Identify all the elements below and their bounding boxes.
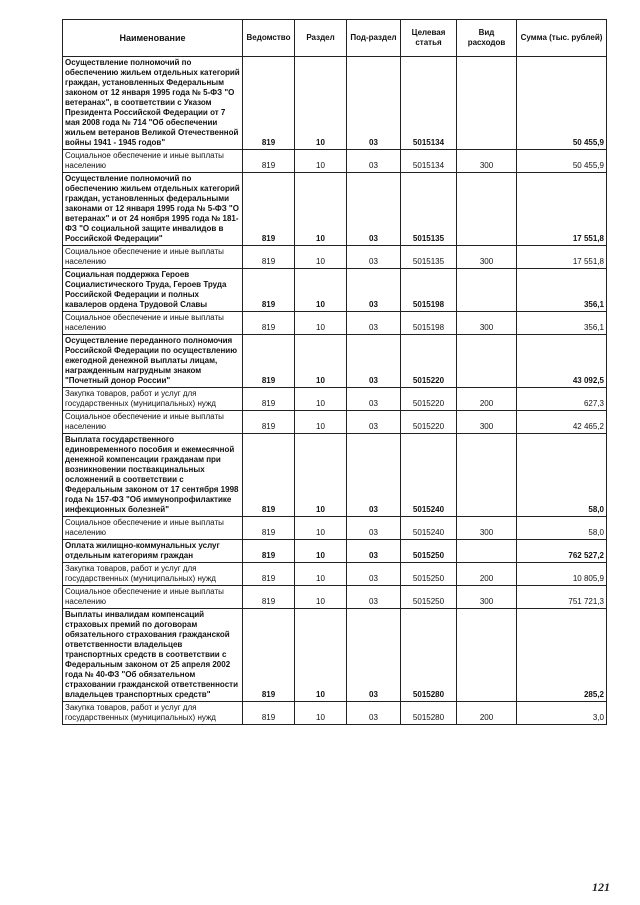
cell-subsection: 03 [347, 57, 401, 150]
cell-name: Выплаты инвалидам компенсаций страховых премий по договорам обязательного страхования гражданской ответственности владельцев транспортных средств в соответствии с Федеральным законом от 25 апреля 2002 года № 40-ФЗ "Об обязательном страховании гражданской ответственности владельцев транспортных средств" [63, 609, 243, 702]
cell-amount: 356,1 [517, 269, 607, 312]
cell-amount: 58,0 [517, 434, 607, 517]
cell-expense-type: 300 [457, 150, 517, 173]
cell-section: 10 [295, 388, 347, 411]
cell-amount: 285,2 [517, 609, 607, 702]
table-row [63, 517, 607, 540]
cell-expense-type [457, 540, 517, 563]
cell-expense-type: 200 [457, 388, 517, 411]
cell-name: Закупка товаров, работ и услуг для государственных (муниципальных) нужд [63, 702, 243, 725]
cell-department: 819 [243, 540, 295, 563]
cell-subsection: 03 [347, 388, 401, 411]
cell-target: 5015280 [401, 702, 457, 725]
cell-subsection: 03 [347, 434, 401, 517]
budget-table [62, 19, 607, 725]
cell-department: 819 [243, 388, 295, 411]
cell-section: 10 [295, 173, 347, 246]
cell-subsection: 03 [347, 269, 401, 312]
table-row [63, 173, 607, 246]
cell-target: 5015135 [401, 246, 457, 269]
cell-expense-type: 300 [457, 312, 517, 335]
table-row [63, 335, 607, 388]
table-row [63, 269, 607, 312]
cell-department: 819 [243, 609, 295, 702]
cell-target: 5015220 [401, 335, 457, 388]
cell-section: 10 [295, 246, 347, 269]
cell-department: 819 [243, 246, 295, 269]
cell-target: 5015198 [401, 312, 457, 335]
table-row [63, 434, 607, 517]
cell-section: 10 [295, 335, 347, 388]
cell-department: 819 [243, 150, 295, 173]
cell-name: Осуществление полномочий по обеспечению жильем отдельных категорий граждан, установленных Федеральным законом от 12 января 1995 года № 5-ФЗ "О ветеранах", в соответствии с Указом Президента Российской Федерации от 7 мая 2008 года № 714 "Об обеспечении жильем ветеранов Великой Отечественной войны 1941 - 1945 годов" [63, 57, 243, 150]
cell-name: Социальное обеспечение и иные выплаты населению [63, 411, 243, 434]
header-target: Целевая статья [401, 20, 457, 57]
page-number: 121 [592, 880, 610, 894]
table-row [63, 702, 607, 725]
cell-amount: 356,1 [517, 312, 607, 335]
cell-department: 819 [243, 702, 295, 725]
cell-department: 819 [243, 563, 295, 586]
cell-department: 819 [243, 335, 295, 388]
cell-target: 5015250 [401, 563, 457, 586]
cell-expense-type [457, 173, 517, 246]
cell-amount: 17 551,8 [517, 173, 607, 246]
cell-amount: 43 092,5 [517, 335, 607, 388]
cell-name: Социальное обеспечение и иные выплаты населению [63, 517, 243, 540]
cell-section: 10 [295, 702, 347, 725]
cell-amount: 42 465,2 [517, 411, 607, 434]
cell-department: 819 [243, 434, 295, 517]
table-row [63, 540, 607, 563]
table-row [63, 411, 607, 434]
cell-section: 10 [295, 434, 347, 517]
cell-amount: 50 455,9 [517, 57, 607, 150]
cell-section: 10 [295, 312, 347, 335]
cell-department: 819 [243, 411, 295, 434]
cell-amount: 58,0 [517, 517, 607, 540]
cell-department: 819 [243, 586, 295, 609]
cell-amount: 762 527,2 [517, 540, 607, 563]
cell-section: 10 [295, 609, 347, 702]
cell-name: Социальное обеспечение и иные выплаты населению [63, 246, 243, 269]
cell-department: 819 [243, 517, 295, 540]
cell-expense-type: 300 [457, 411, 517, 434]
cell-subsection: 03 [347, 586, 401, 609]
cell-subsection: 03 [347, 563, 401, 586]
cell-expense-type [457, 269, 517, 312]
cell-name: Выплата государственного единовременного пособия и ежемесячной денежной компенсации гражданам при возникновении поствакцинальных осложнений в соответствии с Федеральным законом от 17 сентября 1998 года № 157-ФЗ "Об иммунопрофилактике инфекционных болезней" [63, 434, 243, 517]
cell-section: 10 [295, 57, 347, 150]
cell-expense-type [457, 57, 517, 150]
cell-subsection: 03 [347, 540, 401, 563]
cell-amount: 50 455,9 [517, 150, 607, 173]
cell-expense-type: 300 [457, 586, 517, 609]
cell-subsection: 03 [347, 609, 401, 702]
cell-expense-type [457, 609, 517, 702]
table-row [63, 388, 607, 411]
cell-expense-type: 200 [457, 702, 517, 725]
cell-department: 819 [243, 312, 295, 335]
cell-section: 10 [295, 517, 347, 540]
header-expense-type: Вид расходов [457, 20, 517, 57]
cell-section: 10 [295, 411, 347, 434]
cell-amount: 10 805,9 [517, 563, 607, 586]
cell-target: 5015134 [401, 57, 457, 150]
cell-target: 5015220 [401, 388, 457, 411]
cell-target: 5015240 [401, 434, 457, 517]
cell-target: 5015280 [401, 609, 457, 702]
cell-subsection: 03 [347, 335, 401, 388]
cell-name: Закупка товаров, работ и услуг для государственных (муниципальных) нужд [63, 388, 243, 411]
cell-section: 10 [295, 540, 347, 563]
cell-subsection: 03 [347, 150, 401, 173]
cell-target: 5015250 [401, 540, 457, 563]
header-section: Раздел [295, 20, 347, 57]
header-amount: Сумма (тыс. рублей) [517, 20, 607, 57]
cell-name: Социальное обеспечение и иные выплаты населению [63, 586, 243, 609]
cell-expense-type: 200 [457, 563, 517, 586]
cell-target: 5015135 [401, 173, 457, 246]
cell-name: Осуществление переданного полномочия Российской Федерации по осуществлению ежегодной денежной выплаты лицам, награжденным нагрудным знаком "Почетный донор России" [63, 335, 243, 388]
cell-target: 5015220 [401, 411, 457, 434]
cell-expense-type: 300 [457, 517, 517, 540]
header-department: Ведомство [243, 20, 295, 57]
cell-amount: 3,0 [517, 702, 607, 725]
cell-subsection: 03 [347, 246, 401, 269]
cell-section: 10 [295, 269, 347, 312]
cell-name: Социальное обеспечение и иные выплаты населению [63, 312, 243, 335]
cell-amount: 627,3 [517, 388, 607, 411]
table-row [63, 246, 607, 269]
cell-section: 10 [295, 586, 347, 609]
cell-amount: 751 721,3 [517, 586, 607, 609]
cell-target: 5015134 [401, 150, 457, 173]
cell-subsection: 03 [347, 702, 401, 725]
cell-name: Осуществление полномочий по обеспечению жильем отдельных категорий граждан, установленных федеральными законами от 12 января 1995 года № 5-ФЗ "О ветеранах" и от 24 ноября 1995 года № 181-ФЗ "О социальной защите инвалидов в Российской Федерации" [63, 173, 243, 246]
cell-subsection: 03 [347, 173, 401, 246]
table-row [63, 609, 607, 702]
cell-department: 819 [243, 57, 295, 150]
table-row [63, 312, 607, 335]
cell-name: Закупка товаров, работ и услуг для государственных (муниципальных) нужд [63, 563, 243, 586]
header-name: Наименование [63, 20, 243, 57]
cell-expense-type [457, 434, 517, 517]
table-row [63, 150, 607, 173]
cell-expense-type: 300 [457, 246, 517, 269]
cell-target: 5015198 [401, 269, 457, 312]
table-row [63, 586, 607, 609]
cell-target: 5015250 [401, 586, 457, 609]
cell-subsection: 03 [347, 411, 401, 434]
cell-name: Социальная поддержка Героев Социалистического Труда, Героев Труда Российской Федерации и полных кавалеров ордена Трудовой Славы [63, 269, 243, 312]
cell-section: 10 [295, 150, 347, 173]
cell-name: Социальное обеспечение и иные выплаты населению [63, 150, 243, 173]
table-row [63, 57, 607, 150]
header-row [63, 20, 607, 57]
header-subsection: Под-раздел [347, 20, 401, 57]
cell-amount: 17 551,8 [517, 246, 607, 269]
cell-subsection: 03 [347, 517, 401, 540]
cell-department: 819 [243, 173, 295, 246]
cell-subsection: 03 [347, 312, 401, 335]
cell-section: 10 [295, 563, 347, 586]
cell-target: 5015240 [401, 517, 457, 540]
cell-expense-type [457, 335, 517, 388]
cell-department: 819 [243, 269, 295, 312]
table-row [63, 563, 607, 586]
cell-name: Оплата жилищно-коммунальных услуг отдельным категориям граждан [63, 540, 243, 563]
